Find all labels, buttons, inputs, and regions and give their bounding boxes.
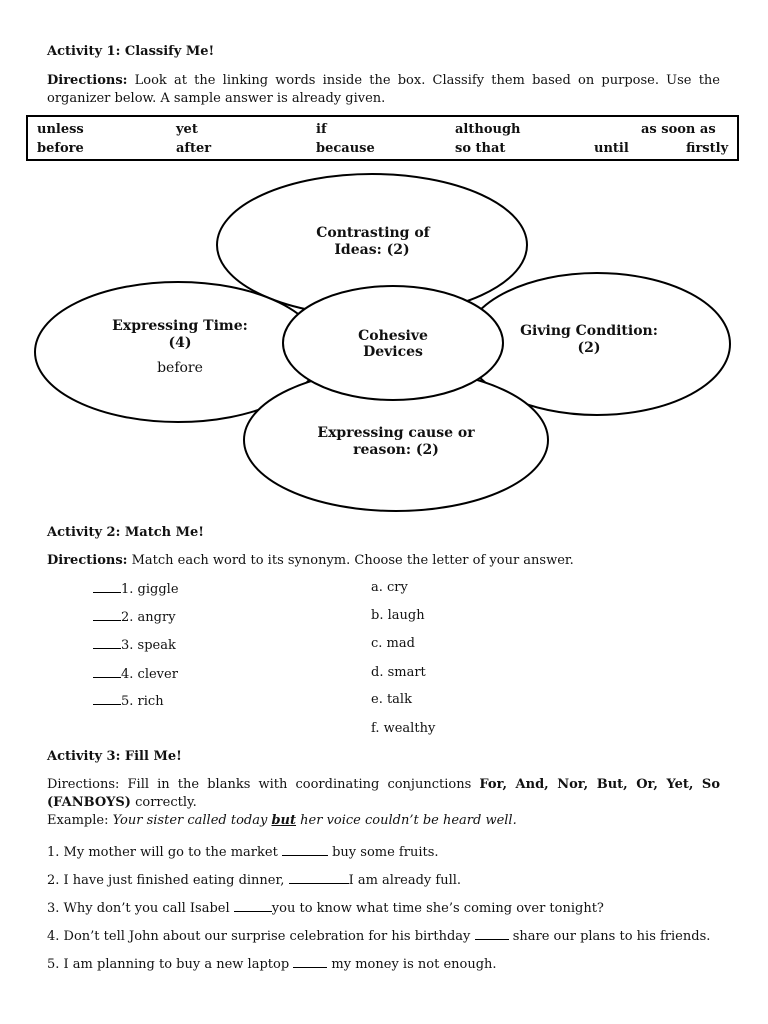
directions-suffix: correctly.	[135, 795, 197, 810]
directions-label: Directions:	[47, 73, 128, 88]
word: if	[316, 122, 327, 137]
example-label: Example:	[47, 813, 109, 828]
fanboys-label: (FANBOYS)	[47, 795, 131, 810]
choice-item: a. cry	[371, 580, 408, 595]
choice-item: e. talk	[371, 692, 412, 707]
choice-item: c. mad	[371, 636, 415, 651]
example-answer: but	[271, 813, 297, 828]
word: before	[37, 141, 84, 156]
activity2-directions	[47, 552, 574, 570]
match-item: 2. angry	[93, 608, 176, 625]
right-label-1: Giving Condition:	[520, 323, 658, 339]
word: because	[316, 141, 375, 156]
center-label-2: Devices	[363, 344, 423, 360]
word: although	[455, 122, 521, 137]
fill-sentence: 4. Don’t tell John about our surprise celebration for his birthday share our plans to his friends.	[47, 929, 711, 944]
match-item: 4. clever	[93, 665, 178, 682]
word: firstly	[686, 141, 729, 156]
answer-blank[interactable]	[234, 899, 272, 912]
word: unless	[37, 122, 84, 137]
answer-blank[interactable]	[289, 871, 349, 884]
choice-item: f. wealthy	[371, 721, 436, 736]
fill-sentence: 3. Why don’t you call Isabel you to know what time she’s coming over tonight?	[47, 901, 604, 916]
cohesive-devices-organizer	[0, 160, 768, 520]
match-item: 3. speak	[93, 636, 176, 653]
word: until	[594, 141, 629, 156]
left-label-2: (4)	[168, 335, 192, 351]
directions-line2: organizer below. A sample answer is already given.	[47, 91, 386, 106]
linking-words-box	[26, 115, 739, 161]
choice-item: d. smart	[371, 665, 426, 680]
activity3-title: Activity 3: Fill Me!	[47, 749, 182, 764]
fill-sentence: 2. I have just finished eating dinner, I am already full.	[47, 873, 462, 888]
word: after	[176, 141, 212, 156]
directions-line1: Look at the linking words inside the box. Classify them based on purpose. Use the	[134, 73, 720, 88]
fill-sentence: 1. My mother will go to the market buy some fruits.	[47, 845, 439, 860]
example-after: her voice couldn’t be heard well.	[300, 813, 517, 828]
answer-blank[interactable]	[293, 955, 327, 968]
right-label-2: (2)	[577, 340, 601, 356]
left-label-1: Expressing Time:	[112, 318, 248, 334]
example	[47, 812, 720, 830]
answer-blank[interactable]	[282, 843, 328, 856]
match-item: 5. rich	[93, 692, 164, 709]
match-item: 1. giggle	[93, 580, 179, 597]
bottom-label-2: reason: (2)	[353, 442, 439, 458]
sample-answer: before	[157, 360, 203, 376]
answer-blank[interactable]	[93, 665, 121, 678]
word: yet	[176, 122, 198, 137]
fill-sentence: 5. I am planning to buy a new laptop my money is not enough.	[47, 957, 497, 972]
activity1-directions	[47, 72, 720, 108]
bottom-label-1: Expressing cause or	[317, 425, 475, 441]
fanboys-list: For, And, Nor, But, Or, Yet, So	[479, 777, 720, 792]
activity2-title: Activity 2: Match Me!	[47, 525, 204, 540]
answer-blank[interactable]	[475, 927, 509, 940]
word: so that	[455, 141, 506, 156]
directions-label: Directions:	[47, 553, 128, 568]
directions-text: Match each word to its synonym. Choose the letter of your answer.	[131, 553, 574, 568]
example-before: Your sister called today	[112, 813, 268, 828]
word: as soon as	[641, 122, 716, 137]
top-label-2: Ideas: (2)	[334, 242, 410, 258]
choice-item: b. laugh	[371, 608, 425, 623]
center-label-1: Cohesive	[358, 328, 428, 344]
answer-blank[interactable]	[93, 636, 121, 649]
answer-blank[interactable]	[93, 692, 121, 705]
directions-prefix: Directions: Fill in the blanks with coordinating conjunctions	[47, 777, 472, 792]
activity3-directions	[47, 776, 720, 830]
answer-blank[interactable]	[93, 580, 121, 593]
top-label-1: Contrasting of	[316, 225, 430, 241]
answer-blank[interactable]	[93, 608, 121, 621]
activity1-title: Activity 1: Classify Me!	[47, 44, 215, 59]
